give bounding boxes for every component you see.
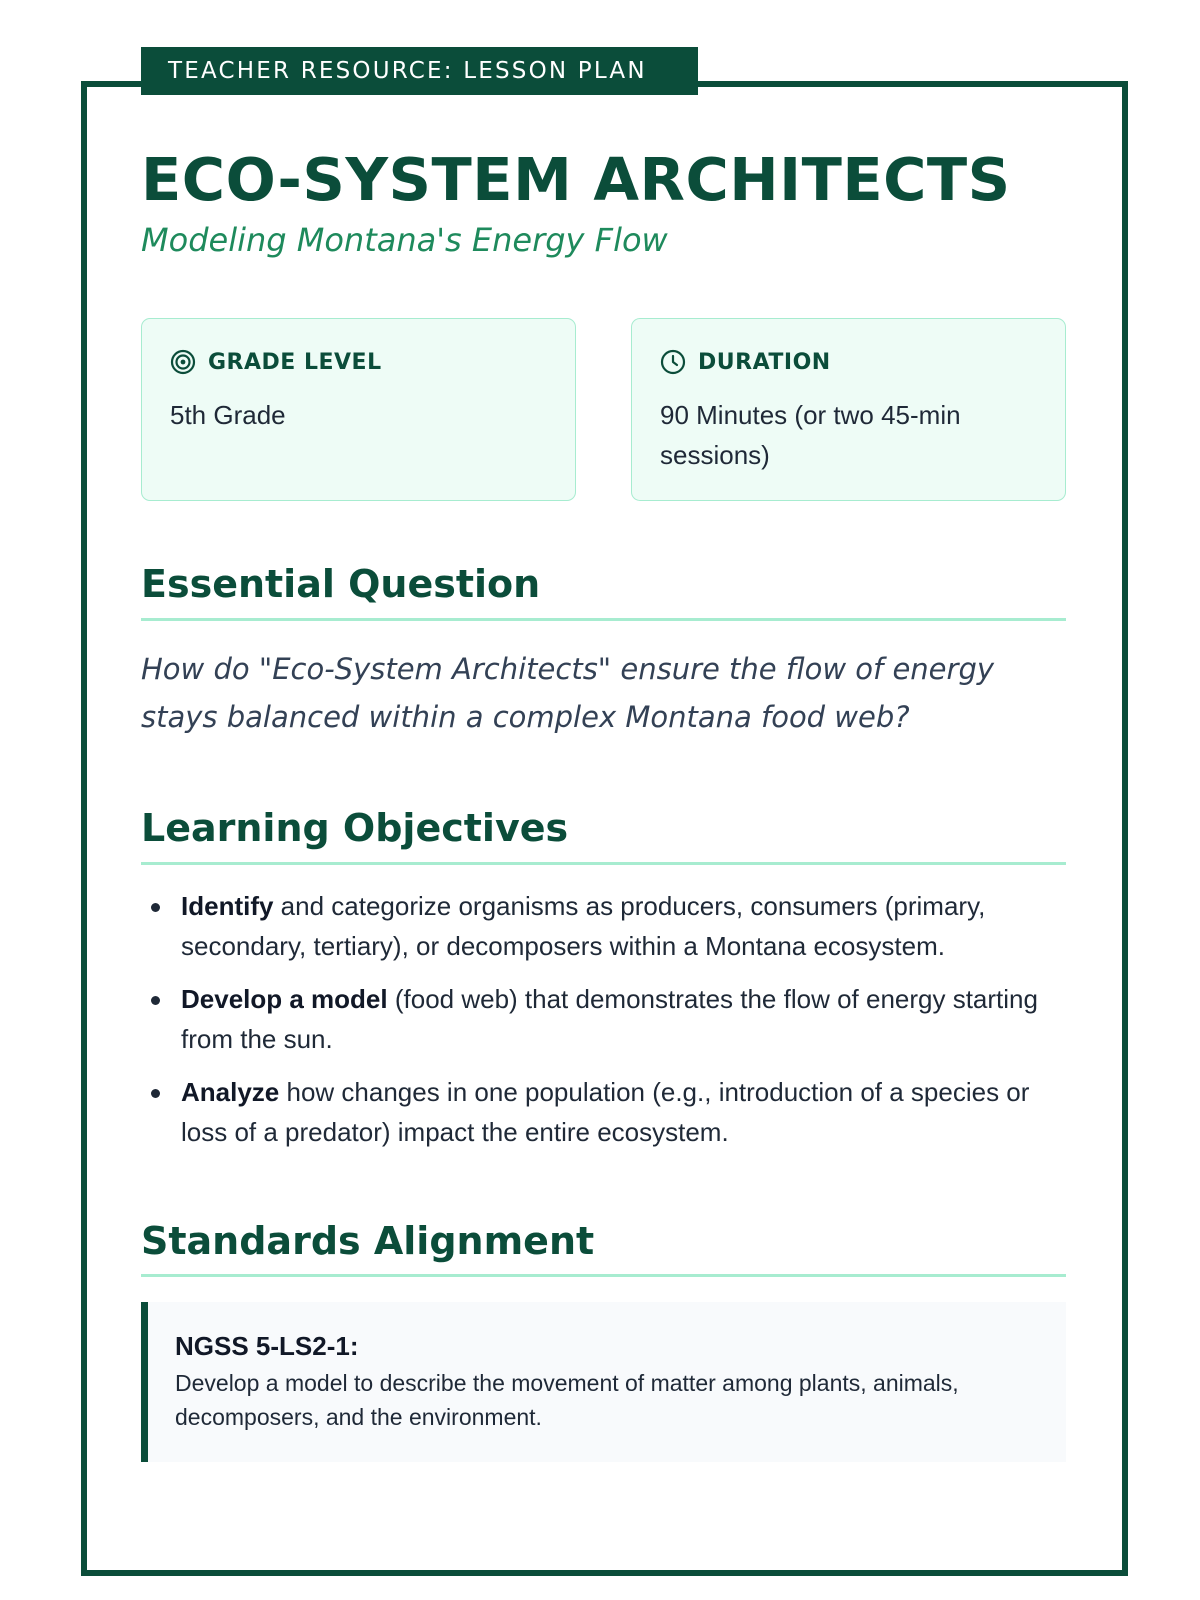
duration-label: DURATION <box>698 349 831 375</box>
resource-tag: TEACHER RESOURCE: LESSON PLAN <box>141 47 698 95</box>
learning-objectives-heading: Learning Objectives <box>141 806 569 850</box>
objective-item <box>141 886 1071 966</box>
grade-level-value: 5th Grade <box>170 400 286 430</box>
essential-question-heading: Essential Question <box>141 562 541 606</box>
standard-description: Develop a model to describe the movement of matter among plants, animals, decomposers, and the environment. <box>175 1370 959 1430</box>
duration-card <box>631 318 1066 501</box>
section-divider <box>141 862 1066 865</box>
objective-verb: Analyze <box>181 1077 280 1107</box>
duration-value: 90 Minutes (or two 45-min sessions) <box>660 400 961 470</box>
objective-item <box>141 1072 1071 1152</box>
page-title: ECO-SYSTEM ARCHITECTS <box>141 145 1011 214</box>
objective-text: how changes in one population (e.g., introduction of a species or loss of a predator) impact the entire ecosystem. <box>181 1077 1030 1147</box>
section-divider <box>141 618 1066 621</box>
objective-item <box>141 979 1071 1059</box>
grade-level-card <box>141 318 576 501</box>
grade-level-label: GRADE LEVEL <box>208 349 382 375</box>
target-icon <box>170 349 196 375</box>
clock-icon <box>660 349 686 375</box>
objectives-list <box>141 886 1071 1165</box>
section-divider <box>141 1274 1066 1277</box>
duration-header <box>660 349 831 375</box>
objective-text: and categorize organisms as producers, consumers (primary, secondary, tertiary), or decomposers within a Montana ecosystem. <box>181 891 986 961</box>
essential-question-text: How do "Eco-System Architects" ensure the flow of energy stays balanced within a complex Montana food web? <box>141 652 995 734</box>
standard-code: NGSS 5-LS2-1: <box>175 1331 359 1361</box>
page-subtitle: Modeling Montana's Energy Flow <box>141 221 668 259</box>
objective-verb: Identify <box>181 891 274 921</box>
grade-level-header <box>170 349 382 375</box>
objective-verb: Develop a model <box>181 984 388 1014</box>
standard-callout <box>141 1302 1066 1462</box>
objective-text: (food web) that demonstrates the flow of energy starting from the sun. <box>181 984 1038 1054</box>
standards-alignment-heading: Standards Alignment <box>141 1219 595 1263</box>
